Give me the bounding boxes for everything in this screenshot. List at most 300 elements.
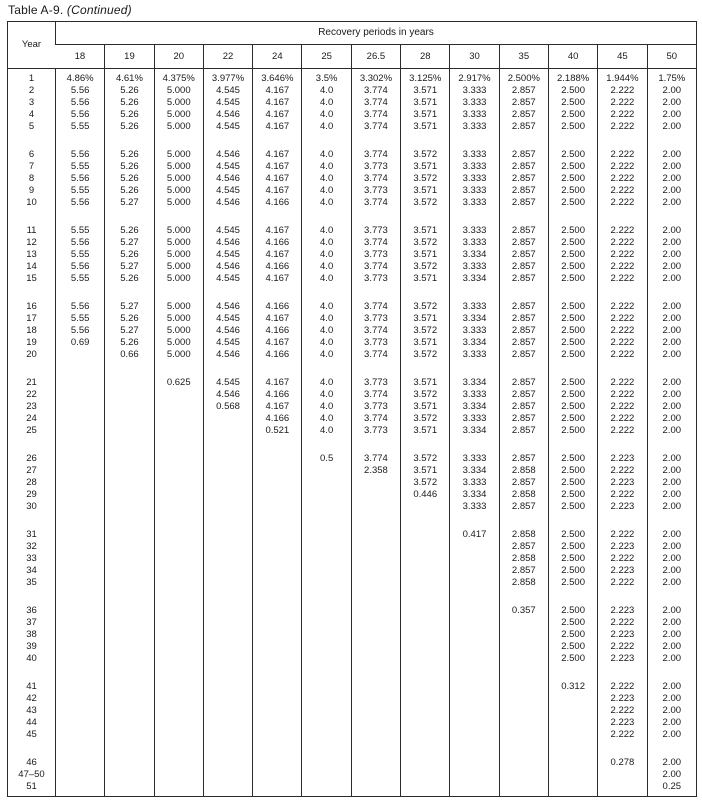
table-row-year-31 xyxy=(8,529,697,541)
value-cell xyxy=(203,489,252,501)
value-cell: 5.26 xyxy=(105,273,154,285)
value-cell xyxy=(154,641,203,653)
spacer-cell xyxy=(548,361,597,377)
value-cell: 3.774 xyxy=(351,453,400,465)
value-cell: 5.27 xyxy=(105,325,154,337)
value-cell: 4.86% xyxy=(56,73,105,85)
value-cell xyxy=(154,717,203,729)
value-cell xyxy=(56,501,105,513)
value-cell: 3.571 xyxy=(401,273,450,285)
value-cell xyxy=(56,453,105,465)
value-cell xyxy=(351,641,400,653)
value-cell xyxy=(302,577,351,589)
value-cell: 5.56 xyxy=(56,197,105,209)
value-cell: 2.223 xyxy=(598,693,647,705)
spacer-cell xyxy=(105,793,154,797)
value-cell xyxy=(56,605,105,617)
value-cell: 2.222 xyxy=(598,465,647,477)
col-header-22: 22 xyxy=(203,45,252,69)
value-cell: 2.222 xyxy=(598,225,647,237)
year-cell: 39 xyxy=(26,640,37,652)
value-cell: 2.858 xyxy=(499,465,548,477)
value-cell: 4.167 xyxy=(253,149,302,161)
value-cell: 3.333 xyxy=(450,185,499,197)
value-cell: 4.545 xyxy=(203,337,252,349)
value-cell: 5.000 xyxy=(154,273,203,285)
value-cell: 2.222 xyxy=(598,325,647,337)
value-cell: 5.000 xyxy=(154,161,203,173)
value-cell: 2.857 xyxy=(499,225,548,237)
table-row-year-28 xyxy=(8,477,697,489)
year-cell: 8 xyxy=(28,172,35,184)
value-cell xyxy=(351,617,400,629)
value-cell: 3.572 xyxy=(401,301,450,313)
value-cell: 4.167 xyxy=(253,161,302,173)
year-cell: 43 xyxy=(26,704,37,716)
table-header xyxy=(8,22,697,69)
value-cell: 4.166 xyxy=(253,349,302,361)
table-row-year-40 xyxy=(8,653,697,665)
value-cell xyxy=(401,529,450,541)
value-cell: 5.56 xyxy=(56,85,105,97)
value-cell xyxy=(56,577,105,589)
table-row-year-13 xyxy=(8,249,697,261)
value-cell: 5.26 xyxy=(105,149,154,161)
value-cell: 3.334 xyxy=(450,401,499,413)
value-cell: 2.00 xyxy=(647,465,696,477)
spacer-cell xyxy=(154,285,203,301)
spacer-cell xyxy=(203,665,252,681)
value-cell: 2.500 xyxy=(548,489,597,501)
value-cell: 4.167 xyxy=(253,377,302,389)
value-cell: 2.222 xyxy=(598,313,647,325)
value-cell xyxy=(253,681,302,693)
spacer-cell xyxy=(647,437,696,453)
spacer-cell xyxy=(548,793,597,797)
table-row-year-16 xyxy=(8,301,697,313)
year-cell: 51 xyxy=(26,780,37,792)
value-cell xyxy=(56,705,105,717)
year-cell: 45 xyxy=(26,728,37,740)
value-cell: 4.546 xyxy=(203,301,252,313)
value-cell: 3.334 xyxy=(450,465,499,477)
value-cell: 2.857 xyxy=(499,249,548,261)
value-cell xyxy=(450,577,499,589)
value-cell xyxy=(56,729,105,741)
value-cell: 2.00 xyxy=(647,553,696,565)
value-cell: 2.223 xyxy=(598,565,647,577)
year-cell: 1 xyxy=(28,72,35,84)
spacer-cell xyxy=(598,209,647,225)
table-body xyxy=(8,69,697,797)
value-cell xyxy=(450,653,499,665)
value-cell xyxy=(302,605,351,617)
value-cell xyxy=(401,565,450,577)
value-cell xyxy=(253,605,302,617)
spacer-cell xyxy=(351,589,400,605)
spacer-cell xyxy=(351,665,400,681)
value-cell: 2.857 xyxy=(499,565,548,577)
spacer-cell xyxy=(450,133,499,149)
value-cell xyxy=(105,489,154,501)
value-cell: 4.167 xyxy=(253,85,302,97)
value-cell: 2.500 xyxy=(548,225,597,237)
value-cell: 2.857 xyxy=(499,413,548,425)
spacer-cell xyxy=(351,285,400,301)
value-cell xyxy=(302,477,351,489)
value-cell xyxy=(105,389,154,401)
value-cell: 3.334 xyxy=(450,489,499,501)
value-cell: 3.572 xyxy=(401,261,450,273)
value-cell xyxy=(105,681,154,693)
value-cell: 2.222 xyxy=(598,377,647,389)
value-cell: 3.571 xyxy=(401,185,450,197)
value-cell xyxy=(548,769,597,781)
spacer-cell xyxy=(56,589,105,605)
spacer-cell xyxy=(8,589,56,605)
value-cell xyxy=(56,425,105,437)
spacer-cell xyxy=(8,361,56,377)
value-cell: 2.857 xyxy=(499,185,548,197)
value-cell xyxy=(105,377,154,389)
value-cell: 2.857 xyxy=(499,337,548,349)
spacer-cell xyxy=(401,361,450,377)
value-cell xyxy=(154,401,203,413)
table-row-year-46 xyxy=(8,757,697,769)
value-cell: 4.545 xyxy=(203,97,252,109)
year-cell: 29 xyxy=(26,488,37,500)
value-cell xyxy=(302,717,351,729)
value-cell xyxy=(105,605,154,617)
value-cell xyxy=(56,401,105,413)
value-cell xyxy=(56,693,105,705)
table-row-year-47–50 xyxy=(8,769,697,781)
value-cell: 2.00 xyxy=(647,769,696,781)
spacer-cell xyxy=(499,285,548,301)
value-cell: 3.333 xyxy=(450,225,499,237)
value-cell: 2.222 xyxy=(598,85,647,97)
table-row-year-10 xyxy=(8,197,697,209)
value-cell: 3.773 xyxy=(351,313,400,325)
value-cell: 4.167 xyxy=(253,401,302,413)
year-cell: 14 xyxy=(26,260,37,272)
value-cell: 4.61% xyxy=(105,73,154,85)
value-cell: 5.27 xyxy=(105,301,154,313)
spacer-cell xyxy=(203,589,252,605)
value-cell: 5.56 xyxy=(56,109,105,121)
value-cell: 3.571 xyxy=(401,249,450,261)
col-header-40: 40 xyxy=(548,45,597,69)
value-cell: 0.66 xyxy=(105,349,154,361)
value-cell xyxy=(351,605,400,617)
value-cell xyxy=(351,717,400,729)
value-cell: 4.0 xyxy=(302,313,351,325)
value-cell xyxy=(203,757,252,769)
value-cell xyxy=(499,757,548,769)
value-cell xyxy=(154,729,203,741)
value-cell: 2.500 xyxy=(548,425,597,437)
value-cell: 2.857 xyxy=(499,161,548,173)
value-cell xyxy=(302,541,351,553)
value-cell: 2.00 xyxy=(647,337,696,349)
value-cell: 2.857 xyxy=(499,237,548,249)
value-cell xyxy=(56,477,105,489)
value-cell: 4.546 xyxy=(203,237,252,249)
value-cell: 2.00 xyxy=(647,185,696,197)
year-cell: 34 xyxy=(26,564,37,576)
value-cell: 2.222 xyxy=(598,97,647,109)
value-cell xyxy=(154,553,203,565)
value-cell: 2.00 xyxy=(647,401,696,413)
year-cell: 20 xyxy=(26,348,37,360)
spacer-cell xyxy=(302,741,351,757)
value-cell: 2.00 xyxy=(647,501,696,513)
value-cell xyxy=(105,541,154,553)
value-cell: 3.333 xyxy=(450,301,499,313)
value-cell: 5.000 xyxy=(154,313,203,325)
value-cell xyxy=(105,529,154,541)
value-cell: 2.223 xyxy=(598,501,647,513)
value-cell: 2.00 xyxy=(647,757,696,769)
value-cell xyxy=(203,653,252,665)
value-cell xyxy=(154,565,203,577)
table-row-year-34 xyxy=(8,565,697,577)
table-row-year-12 xyxy=(8,237,697,249)
spacer-cell xyxy=(56,665,105,681)
value-cell xyxy=(56,541,105,553)
value-cell xyxy=(203,425,252,437)
value-cell xyxy=(302,693,351,705)
value-cell: 2.222 xyxy=(598,121,647,133)
value-cell: 0.278 xyxy=(598,757,647,769)
value-cell xyxy=(450,681,499,693)
value-cell xyxy=(351,489,400,501)
value-cell xyxy=(105,425,154,437)
spacer-cell xyxy=(154,133,203,149)
value-cell: 2.857 xyxy=(499,349,548,361)
spacer-cell xyxy=(302,133,351,149)
value-cell xyxy=(154,529,203,541)
value-cell: 2.00 xyxy=(647,121,696,133)
value-cell: 4.167 xyxy=(253,337,302,349)
value-cell xyxy=(499,717,548,729)
value-cell: 2.500 xyxy=(548,149,597,161)
value-cell: 2.500 xyxy=(548,577,597,589)
value-cell: 2.222 xyxy=(598,553,647,565)
value-cell: 4.546 xyxy=(203,261,252,273)
spacer-cell xyxy=(647,793,696,797)
year-cell: 21 xyxy=(26,376,37,388)
table-row-year-5 xyxy=(8,121,697,133)
value-cell: 2.222 xyxy=(598,273,647,285)
value-cell xyxy=(351,577,400,589)
spacer-cell xyxy=(105,589,154,605)
value-cell xyxy=(548,705,597,717)
value-cell xyxy=(450,617,499,629)
value-cell: 2.00 xyxy=(647,325,696,337)
value-cell: 4.0 xyxy=(302,413,351,425)
value-cell: 5.26 xyxy=(105,173,154,185)
spacer-cell xyxy=(647,133,696,149)
value-cell: 2.857 xyxy=(499,453,548,465)
value-cell: 3.773 xyxy=(351,337,400,349)
value-cell: 2.500 xyxy=(548,325,597,337)
value-cell: 2.500 xyxy=(548,349,597,361)
value-cell xyxy=(401,501,450,513)
value-cell xyxy=(351,769,400,781)
spacer-cell xyxy=(8,437,56,453)
year-cell: 11 xyxy=(26,224,37,236)
value-cell: 2.222 xyxy=(598,413,647,425)
value-cell xyxy=(105,565,154,577)
value-cell: 3.571 xyxy=(401,465,450,477)
value-cell: 2.500 xyxy=(548,377,597,389)
value-cell: 5.27 xyxy=(105,261,154,273)
year-cell: 35 xyxy=(26,576,37,588)
value-cell xyxy=(450,605,499,617)
value-cell xyxy=(154,413,203,425)
value-cell: 2.222 xyxy=(598,349,647,361)
value-cell: 5.26 xyxy=(105,337,154,349)
value-cell: 3.571 xyxy=(401,313,450,325)
value-cell xyxy=(598,769,647,781)
value-cell: 4.545 xyxy=(203,185,252,197)
value-cell: 3.572 xyxy=(401,237,450,249)
value-cell xyxy=(351,501,400,513)
value-cell xyxy=(351,565,400,577)
value-cell: 2.222 xyxy=(598,197,647,209)
value-cell: 2.858 xyxy=(499,489,548,501)
value-cell: 2.00 xyxy=(647,541,696,553)
value-cell: 2.222 xyxy=(598,729,647,741)
value-cell: 2.222 xyxy=(598,301,647,313)
value-cell xyxy=(450,565,499,577)
spacer-cell xyxy=(647,361,696,377)
spacer-cell xyxy=(598,793,647,797)
value-cell xyxy=(302,553,351,565)
spacer-cell xyxy=(203,793,252,797)
value-cell: 4.546 xyxy=(203,197,252,209)
value-cell: 2.857 xyxy=(499,301,548,313)
value-cell xyxy=(401,769,450,781)
table-row-year-9 xyxy=(8,185,697,197)
spacer-cell xyxy=(450,793,499,797)
spacer-cell xyxy=(302,209,351,225)
value-cell xyxy=(203,413,252,425)
value-cell xyxy=(253,529,302,541)
value-cell: 0.357 xyxy=(499,605,548,617)
value-cell: 4.167 xyxy=(253,173,302,185)
value-cell: 4.545 xyxy=(203,273,252,285)
value-cell: 3.774 xyxy=(351,261,400,273)
value-cell: 3.333 xyxy=(450,97,499,109)
value-cell: 5.55 xyxy=(56,161,105,173)
value-cell xyxy=(203,465,252,477)
value-cell: 4.166 xyxy=(253,389,302,401)
value-cell: 4.166 xyxy=(253,325,302,337)
table-row-year-37 xyxy=(8,617,697,629)
value-cell xyxy=(253,577,302,589)
spacer-cell xyxy=(253,793,302,797)
value-cell: 5.56 xyxy=(56,325,105,337)
value-cell: 2.00 xyxy=(647,161,696,173)
spacer-cell xyxy=(548,285,597,301)
value-cell: 2.00 xyxy=(647,477,696,489)
value-cell xyxy=(154,389,203,401)
value-cell: 2.00 xyxy=(647,313,696,325)
value-cell xyxy=(450,553,499,565)
value-cell xyxy=(253,641,302,653)
spacer-cell xyxy=(105,665,154,681)
spacer-cell xyxy=(598,741,647,757)
spacer-cell xyxy=(105,741,154,757)
value-cell xyxy=(499,617,548,629)
value-cell: 2.500 xyxy=(548,389,597,401)
value-cell: 2.00 xyxy=(647,109,696,121)
value-cell: 4.546 xyxy=(203,349,252,361)
value-cell: 5.56 xyxy=(56,261,105,273)
value-cell: 5.27 xyxy=(105,237,154,249)
value-cell: 0.521 xyxy=(253,425,302,437)
value-cell: 5.56 xyxy=(56,97,105,109)
value-cell: 5.000 xyxy=(154,249,203,261)
table-row-year-11 xyxy=(8,225,697,237)
group-spacer-row xyxy=(8,361,697,377)
value-cell: 2.500 xyxy=(548,541,597,553)
table-row-year-26 xyxy=(8,453,697,465)
spacer-cell xyxy=(8,665,56,681)
spacer-cell xyxy=(203,285,252,301)
value-cell: 3.773 xyxy=(351,225,400,237)
value-cell: 2.857 xyxy=(499,377,548,389)
value-cell xyxy=(203,577,252,589)
spacer-cell xyxy=(351,513,400,529)
table-row-year-45 xyxy=(8,729,697,741)
value-cell: 2.858 xyxy=(499,577,548,589)
value-cell xyxy=(203,629,252,641)
value-cell: 5.000 xyxy=(154,121,203,133)
value-cell: 4.0 xyxy=(302,149,351,161)
value-cell: 0.417 xyxy=(450,529,499,541)
value-cell xyxy=(253,769,302,781)
value-cell: 4.375% xyxy=(154,73,203,85)
value-cell xyxy=(302,729,351,741)
spacer-cell xyxy=(56,285,105,301)
value-cell: 2.857 xyxy=(499,121,548,133)
value-cell: 2.222 xyxy=(598,401,647,413)
value-cell: 5.000 xyxy=(154,97,203,109)
value-cell xyxy=(253,553,302,565)
spacer-cell xyxy=(302,793,351,797)
value-cell: 3.646% xyxy=(253,73,302,85)
year-cell: 33 xyxy=(26,552,37,564)
value-cell: 2.500 xyxy=(548,653,597,665)
value-cell xyxy=(351,781,400,793)
year-cell: 10 xyxy=(26,196,37,208)
value-cell: 4.0 xyxy=(302,349,351,361)
value-cell: 2.857 xyxy=(499,273,548,285)
value-cell: 3.333 xyxy=(450,349,499,361)
spacer-cell xyxy=(56,437,105,453)
col-header-25: 25 xyxy=(302,45,351,69)
value-cell: 5.000 xyxy=(154,185,203,197)
group-spacer-row xyxy=(8,437,697,453)
value-cell xyxy=(203,477,252,489)
value-cell: 2.00 xyxy=(647,261,696,273)
table-row-year-19 xyxy=(8,337,697,349)
spacer-cell xyxy=(598,437,647,453)
spacer-cell xyxy=(598,665,647,681)
